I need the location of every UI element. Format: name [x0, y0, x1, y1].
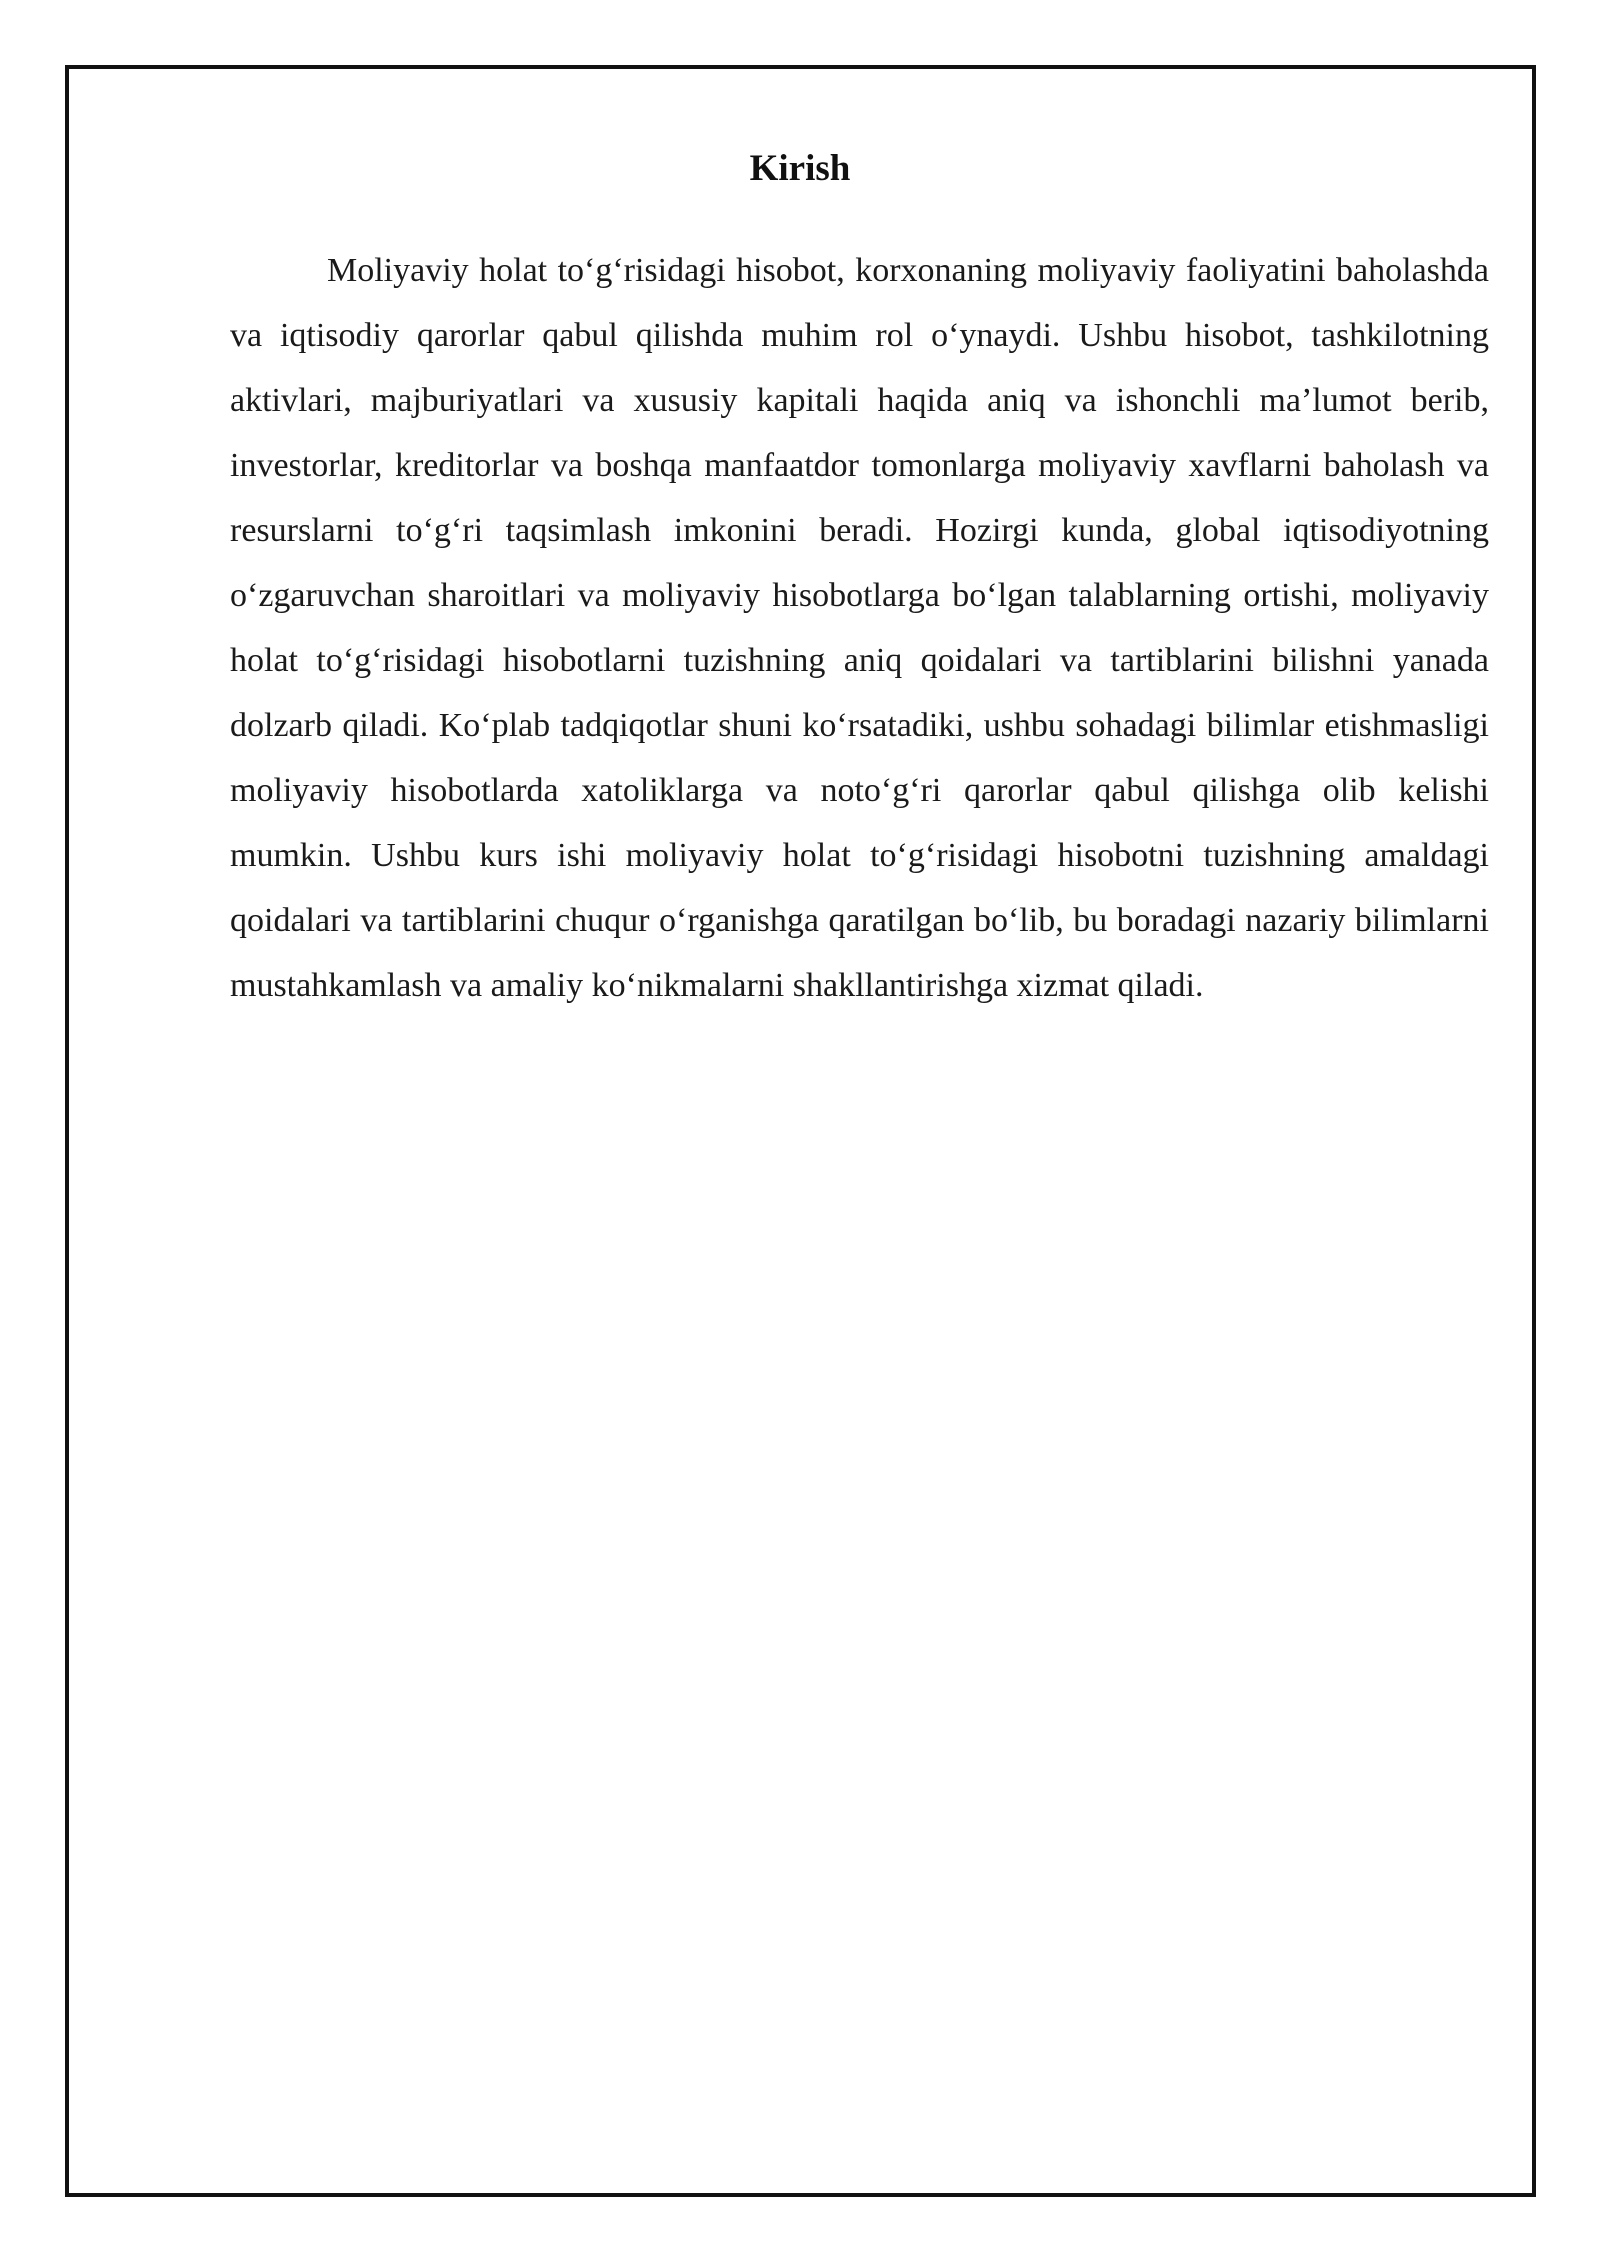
section-title: Kirish	[749, 148, 851, 189]
body-paragraph: Moliyaviy holat to‘g‘risidagi hisobot, korxonaning moliyaviy faoliyatini baholashda va iqtisodiy qarorlar qabul qilishda muhim rol o‘ynaydi. Ushbu hisobot, tashkilotning aktivlari, majburiyatlari va xususiy kapitali haqida aniq va ishonchli ma’lumot berib, investorlar, kreditorlar va boshqa manfaatdor tomonlarga moliyaviy xavflarni baholash va resurslarni to‘g‘ri taqsimlash imkonini beradi. Hozirgi kunda, global iqtisodiyotning o‘zgaruvchan sharoitlari va moliyaviy hisobotlarga bo‘lgan talablarning ortishi, moliyaviy holat to‘g‘risidagi hisobotlarni tuzishning aniq qoidalari va tartiblarini bilishni yanada dolzarb qiladi. Ko‘plab tadqiqotlar shuni ko‘rsatadiki, ushbu sohadagi bilimlar etishmasligi moliyaviy hisobotlarda xatoliklarga va noto‘g‘ri qarorlar qabul qilishga olib kelishi mumkin. Ushbu kurs ishi moliyaviy holat to‘g‘risidagi hisobotni tuzishning amaldagi qoidalari va tartiblarini chuqur o‘rganishga qaratilgan bo‘lib, bu boradagi nazariy bilimlarni mustahkamlash va amaliy ko‘nikmalarni shakllantirishga xizmat qiladi.	[230, 252, 1489, 1004]
